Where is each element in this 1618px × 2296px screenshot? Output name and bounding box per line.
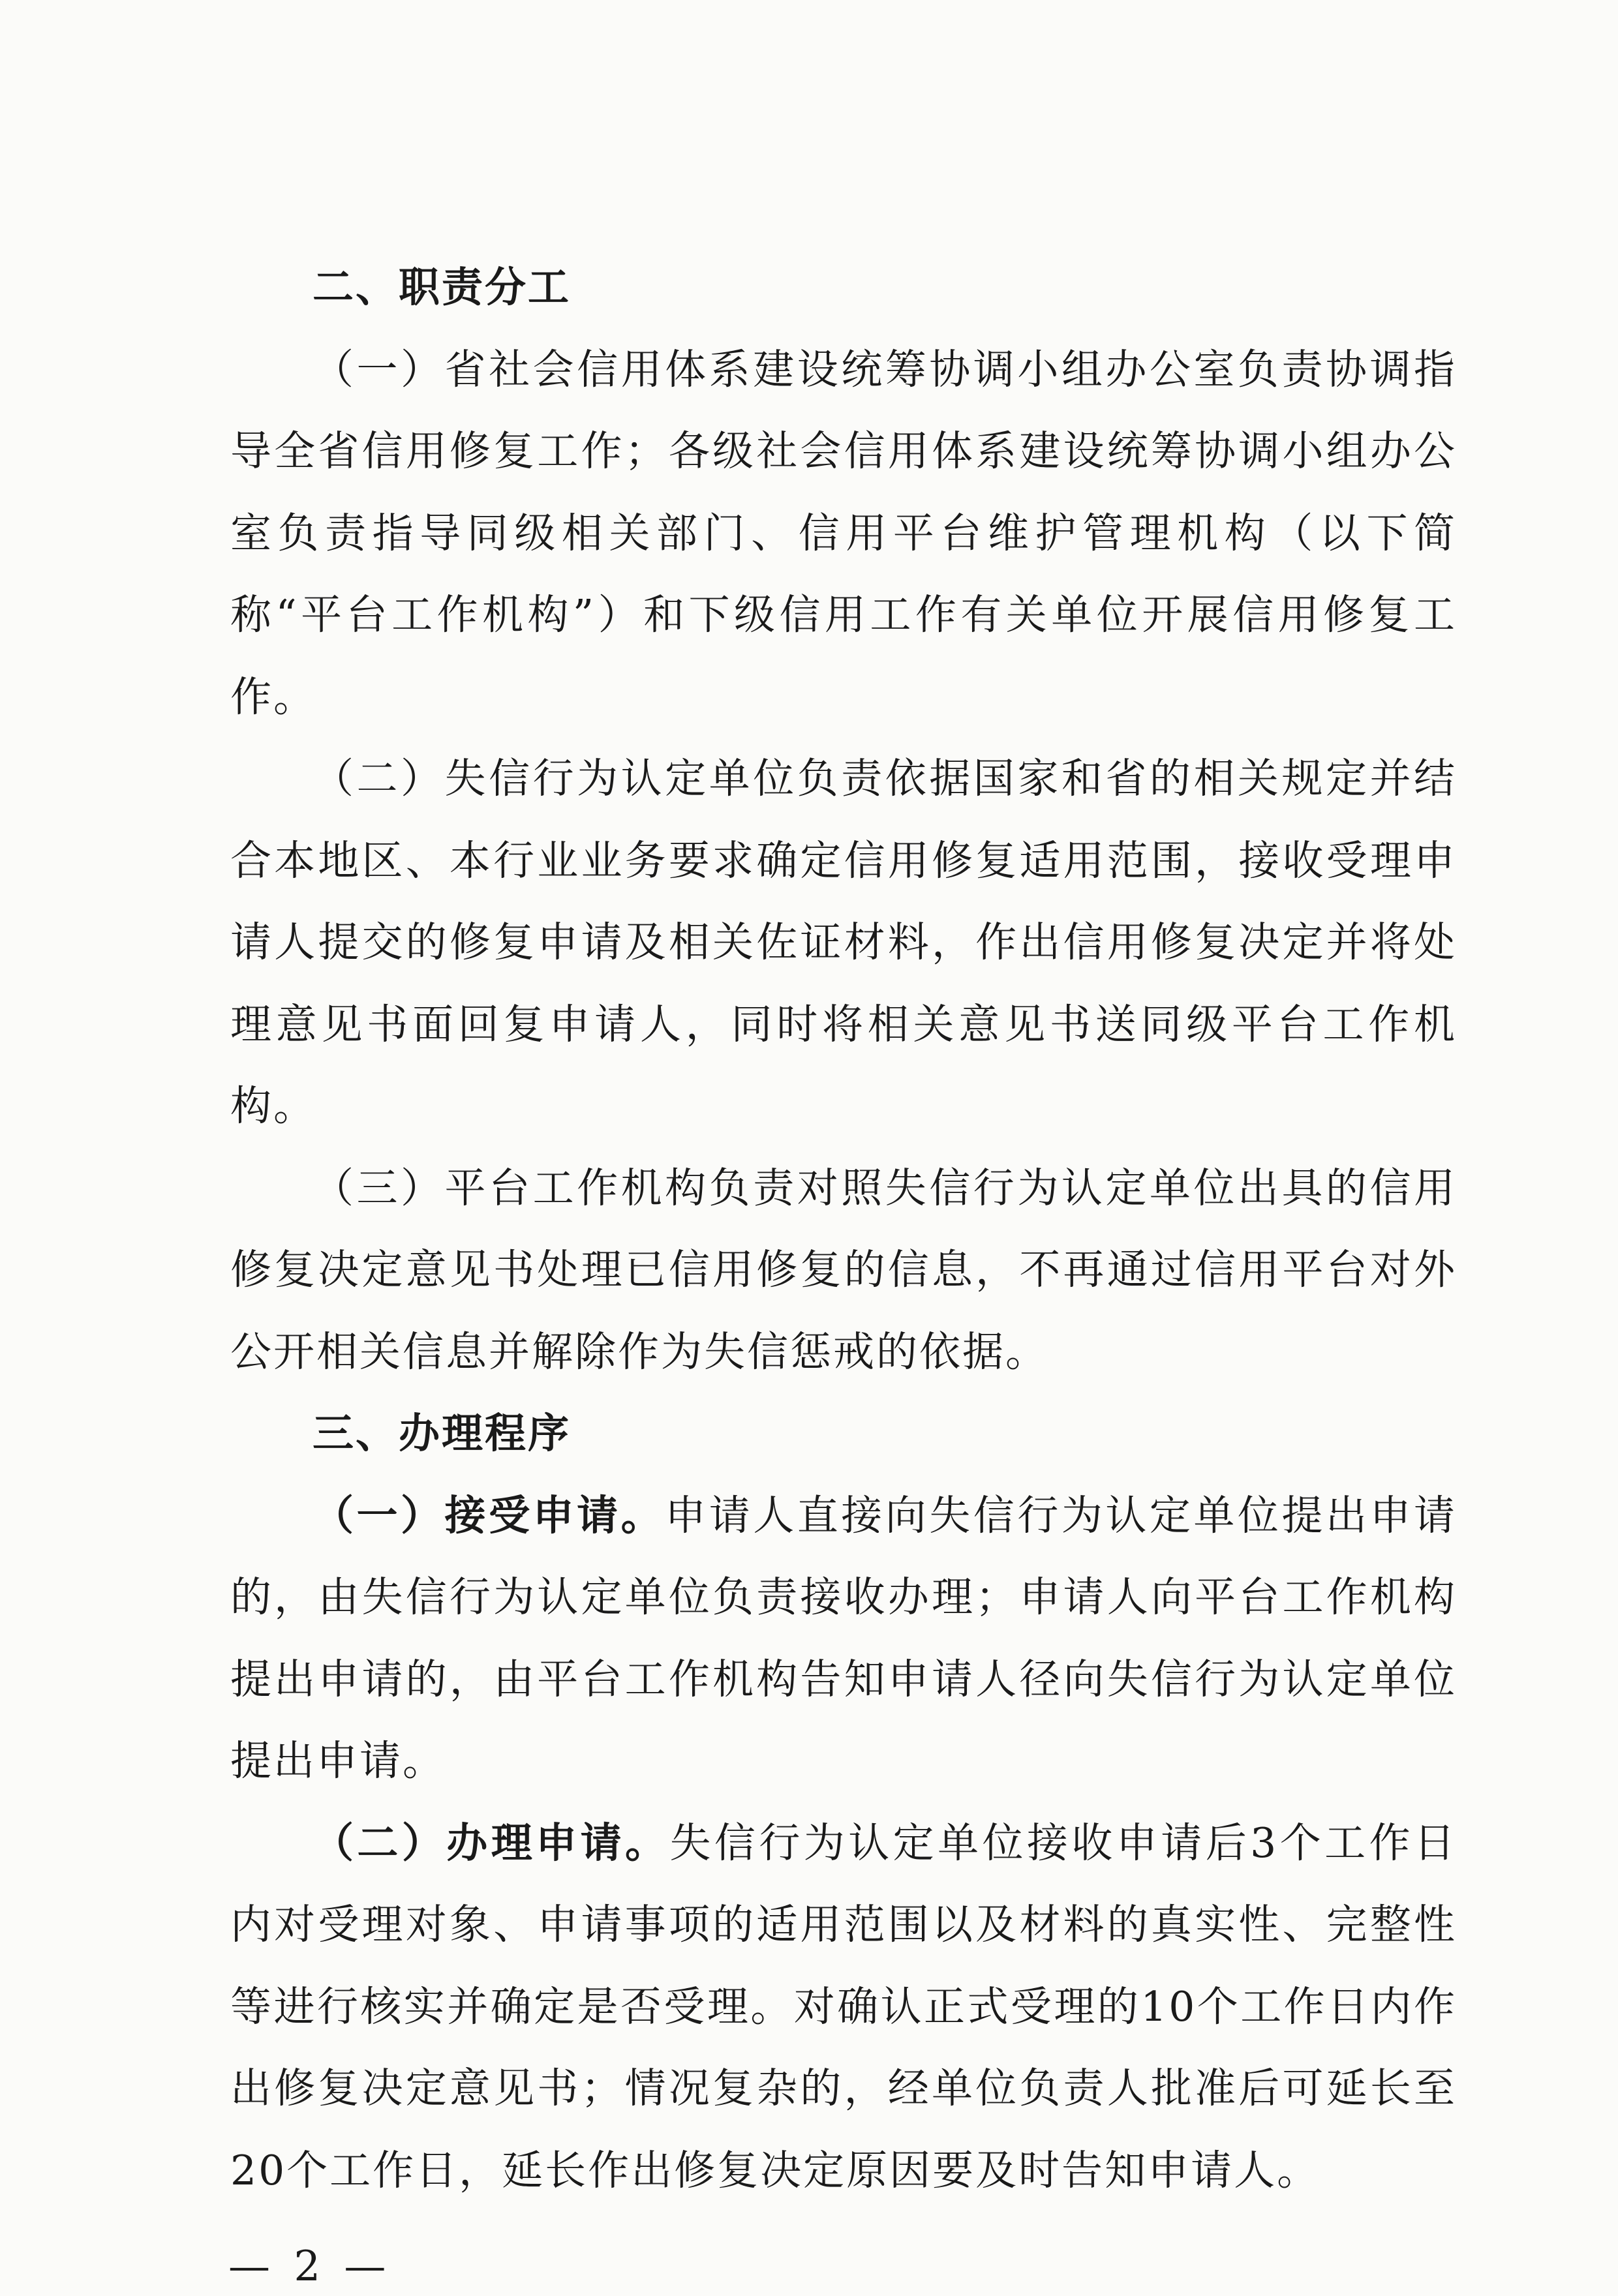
paragraph [230, 1802, 1457, 2212]
paragraph-text: （三）平台工作机构负责对照失信行为认定单位出具的信用修复决定意见书处理已信用修复的信息，不再通过信用平台对外公开相关信息并解除作为失信惩戒的依据。 [230, 1164, 1457, 1376]
paragraph [230, 738, 1457, 1147]
document-body [230, 247, 1457, 2211]
section-heading: 三、办理程序 [313, 1410, 571, 1457]
paragraph-text: （二）失信行为认定单位负责依据国家和省的相关规定并结合本地区、本行业业务要求确定信用修复适用范围，接收受理申请人提交的修复申请及相关佐证材料，作出信用修复决定并将处理意见书面回复申请人，同时将相关意见书送同级平台工作机构。 [230, 755, 1457, 1130]
paragraph-text: 申请人直接向失信行为认定单位提出申请的，由失信行为认定单位负责接收办理；申请人向平台工作机构提出申请的，由平台工作机构告知申请人径向失信行为认定单位提出申请。 [230, 1491, 1458, 1785]
paragraph-lead: （一）接受申请。 [313, 1490, 665, 1539]
section-heading: 二、职责分工 [313, 264, 571, 311]
paragraph-text: （一）省社会信用体系建设统筹协调小组办公室负责协调指导全省信用修复工作；各级社会信用体系建设统筹协调小组办公室负责指导同级相关部门、信用平台维护管理机构（以下简称“平台工作机构”）和下级信用工作有关单位开展信用修复工作。 [230, 345, 1457, 721]
paragraph [230, 1475, 1457, 1802]
paragraph-lead: （二）办理申请。 [313, 1818, 670, 1867]
paragraph [230, 1147, 1457, 1393]
paragraph [230, 329, 1457, 738]
page-frame [230, 247, 1457, 2296]
page-number: — 2 — [228, 2243, 391, 2291]
paragraph-text: 失信行为认定单位接收申请后3个工作日内对受理对象、申请事项的适用范围以及材料的真实性、完整性等进行核实并确定是否受理。对确认正式受理的10个工作日内作出修复决定意见书；情况复杂的，经单位负责人批准后可延长至20个工作日，延长作出修复决定原因要及时告知申请人。 [230, 1819, 1457, 2194]
